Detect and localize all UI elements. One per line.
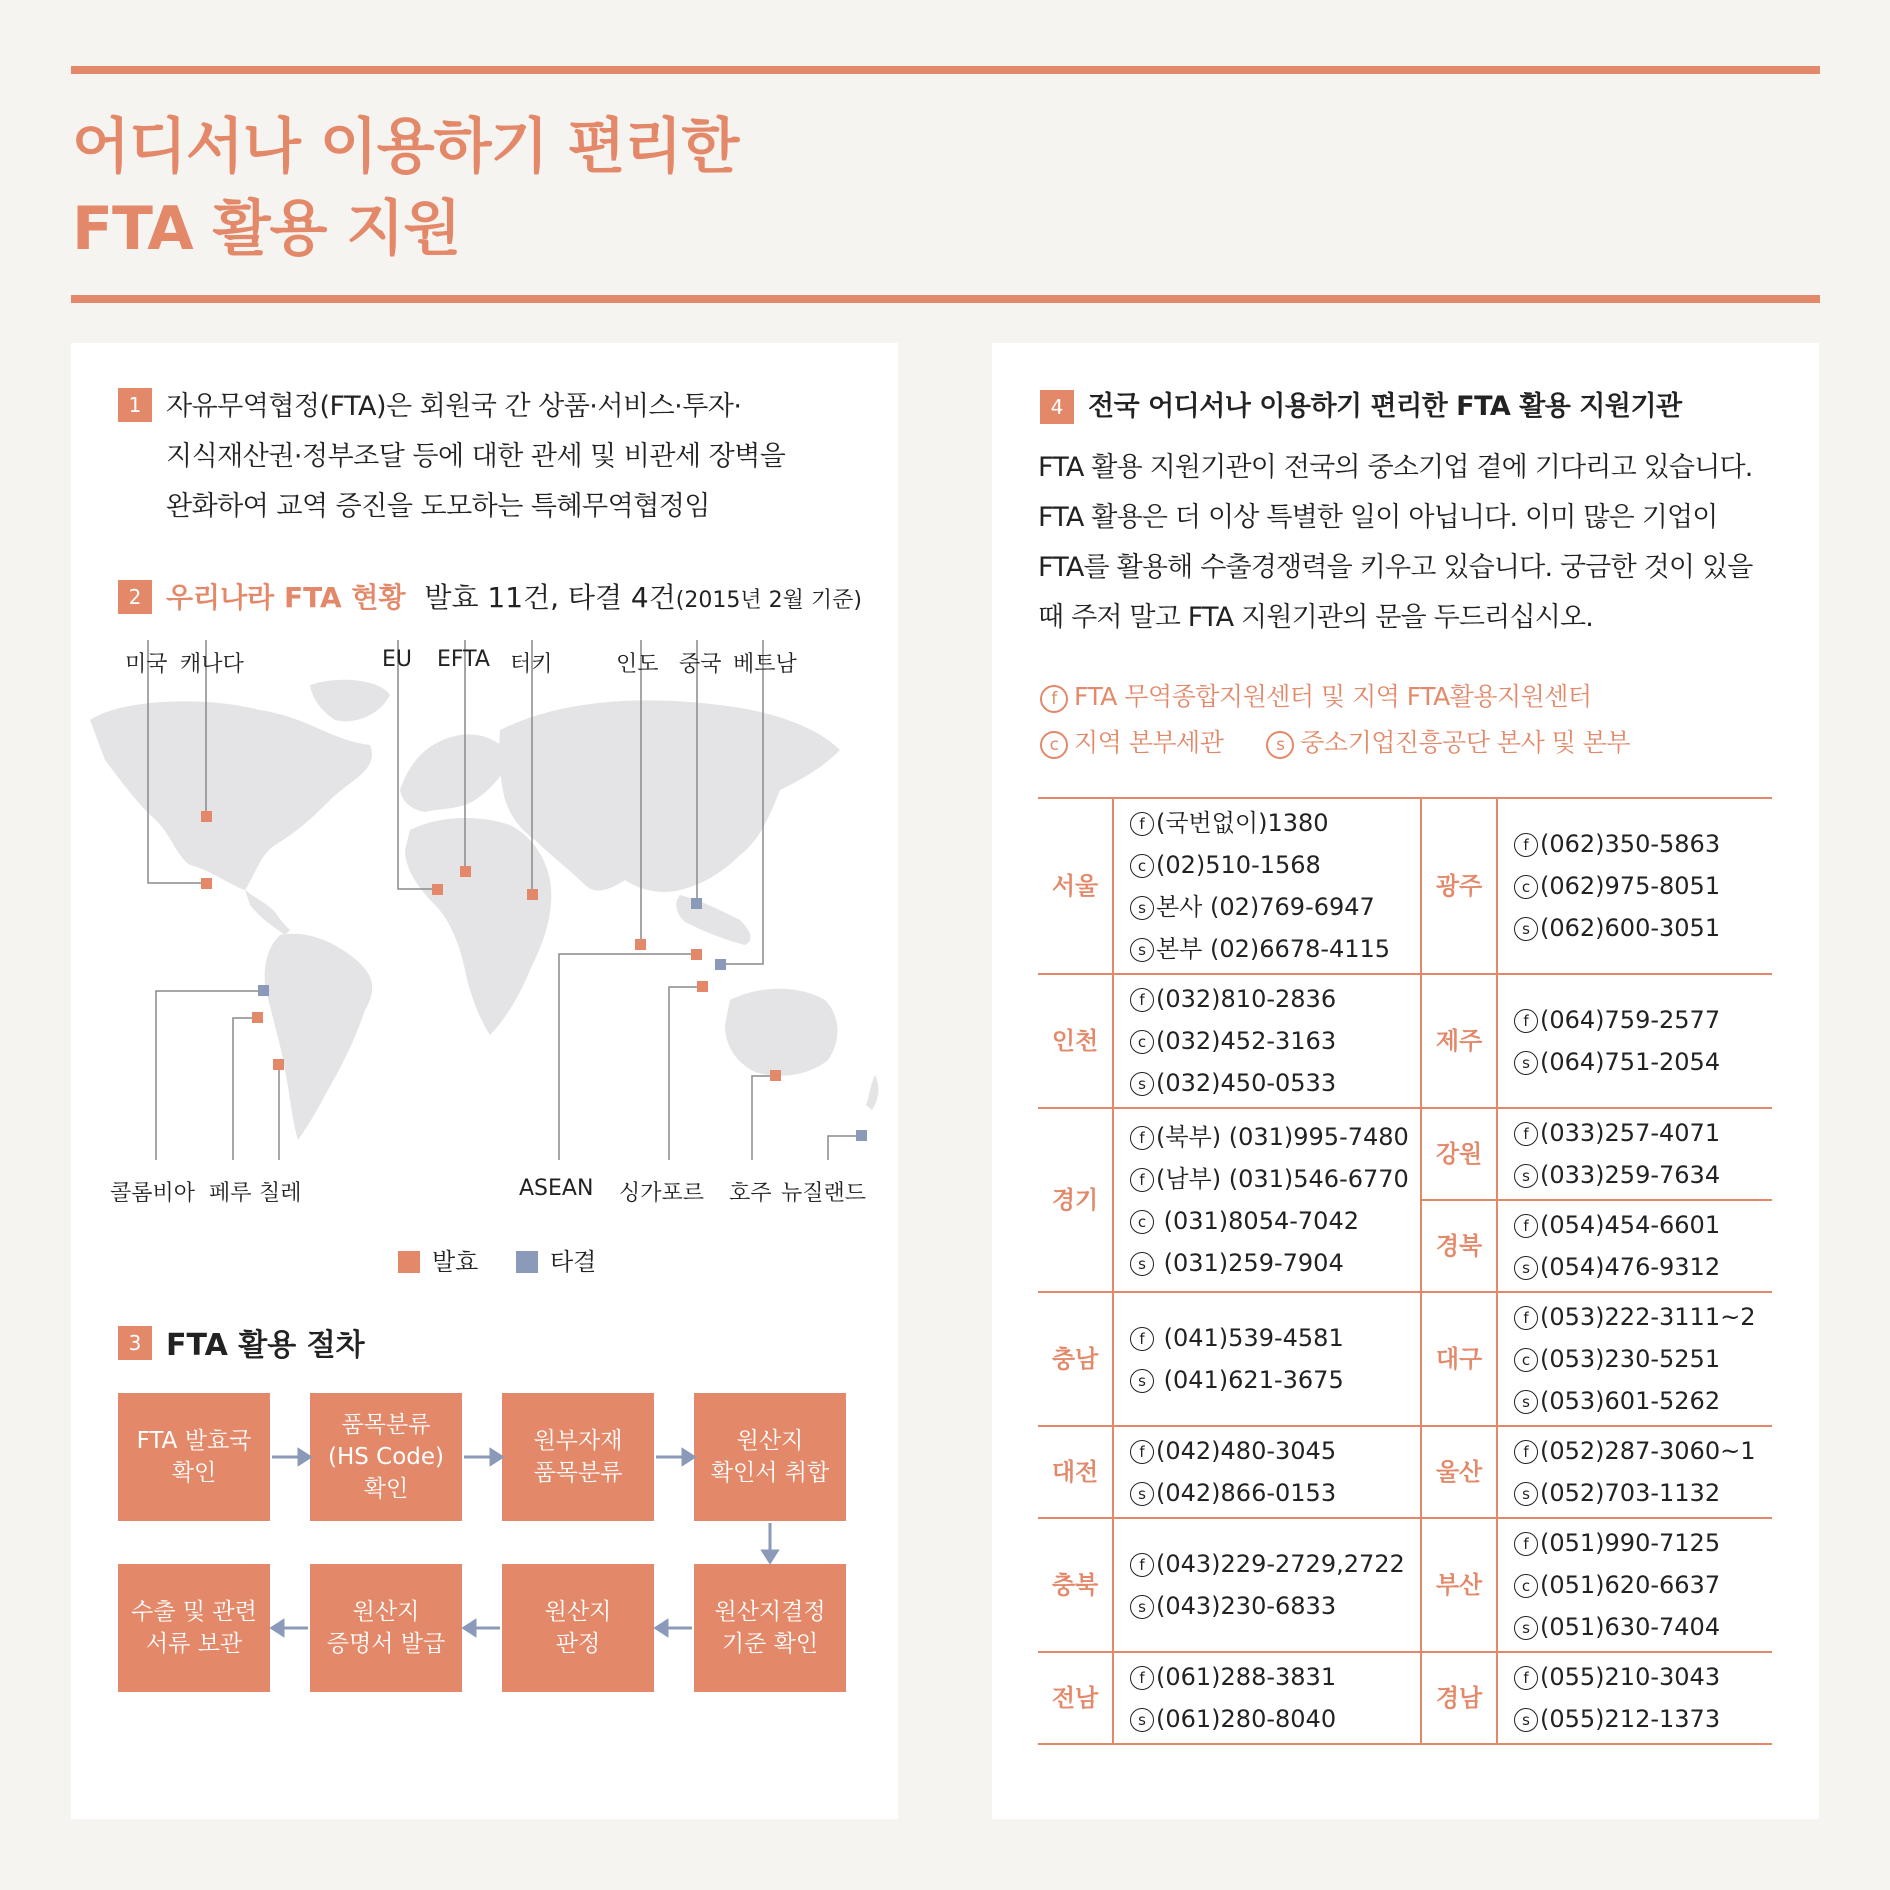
s-circle-icon: s: [1514, 1708, 1538, 1732]
contact-cell: [1113, 1426, 1421, 1518]
contact-line: [1130, 1200, 1420, 1242]
contact-line: [1514, 1430, 1772, 1472]
region-cell: 강원: [1421, 1108, 1497, 1200]
label-asean: ASEAN: [519, 1176, 594, 1201]
contact-cell: [1113, 1518, 1421, 1652]
status-note: (2015년 2월 기준): [675, 588, 862, 613]
contact-line: [1130, 1020, 1420, 1062]
label-efta: EFTA: [437, 647, 490, 672]
table-row: [1038, 1426, 1772, 1518]
definition-line: 완화하여 교역 증진을 도모하는 특혜무역협정임: [166, 491, 710, 522]
contact-cell: [1113, 1652, 1421, 1744]
region-cell: 경남: [1421, 1652, 1497, 1744]
contact-line: [1130, 978, 1420, 1020]
contact-line: [1514, 1522, 1772, 1564]
phone-number: (055)212-1373: [1540, 1705, 1721, 1733]
f-circle-icon: f: [1130, 1666, 1154, 1690]
c-circle-icon: c: [1040, 731, 1068, 759]
contact-cell: [1113, 798, 1421, 974]
section-number-2: 2: [118, 580, 152, 614]
s-circle-icon: s: [1130, 1595, 1154, 1619]
f-circle-icon: f: [1514, 1306, 1538, 1330]
f-circle-icon: f: [1130, 1168, 1154, 1192]
contact-line: [1514, 1472, 1772, 1514]
contact-line: [1514, 999, 1772, 1041]
phone-number: 본부 (02)6678-4115: [1156, 935, 1391, 963]
contact-line: [1514, 1296, 1772, 1338]
contact-line: [1514, 907, 1772, 949]
label-usa: 미국: [125, 652, 168, 677]
contact-cell: [1497, 1652, 1772, 1744]
c-circle-icon: c: [1130, 1030, 1154, 1054]
contact-line: [1514, 1338, 1772, 1380]
phone-number: (054)454-6601: [1540, 1211, 1721, 1239]
label-canada: 캐나다: [180, 652, 244, 677]
legend-f-text: FTA 무역종합지원센터 및 지역 FTA활용지원센터: [1074, 682, 1592, 711]
region-cell: 충남: [1038, 1292, 1113, 1426]
contact-line: [1130, 844, 1420, 886]
table-row: [1038, 974, 1772, 1108]
step-7: 원산지 증명서 발급: [310, 1564, 462, 1692]
table-row: [1038, 1652, 1772, 1744]
phone-number: (041)539-4581: [1156, 1324, 1344, 1352]
s-circle-icon: s: [1130, 1072, 1154, 1096]
c-circle-icon: c: [1514, 1348, 1538, 1372]
f-circle-icon: f: [1514, 1122, 1538, 1146]
phone-number: (051)630-7404: [1540, 1613, 1721, 1641]
region-cell: 대구: [1421, 1292, 1497, 1426]
f-circle-icon: f: [1040, 685, 1068, 713]
contact-line: [1514, 1154, 1772, 1196]
f-circle-icon: f: [1514, 1532, 1538, 1556]
contact-cell: [1497, 1426, 1772, 1518]
phone-number: (032)452-3163: [1156, 1027, 1337, 1055]
phone-number: (053)601-5262: [1540, 1387, 1721, 1415]
phone-number: (041)621-3675: [1156, 1366, 1344, 1394]
contact-line: [1130, 928, 1420, 970]
label-peru: 페루: [209, 1181, 252, 1206]
contact-cell: [1497, 1200, 1772, 1292]
region-cell: 울산: [1421, 1426, 1497, 1518]
contact-line: [1514, 1564, 1772, 1606]
label-turkey: 터키: [510, 652, 553, 677]
region-cell: 경북: [1421, 1200, 1497, 1292]
title-line-2: FTA 활용 지원: [72, 194, 461, 264]
contact-cell: [1497, 974, 1772, 1108]
step-6: 원산지 판정: [502, 1564, 654, 1692]
label-eu: EU: [382, 647, 413, 672]
c-circle-icon: c: [1130, 1210, 1154, 1234]
contact-line: [1130, 1543, 1420, 1585]
phone-number: (032)450-0533: [1156, 1069, 1337, 1097]
phone-number: (033)257-4071: [1540, 1119, 1721, 1147]
office-legend-c-s: [1040, 723, 1630, 759]
table-row: [1038, 798, 1772, 974]
step-5: 원산지결정 기준 확인: [694, 1564, 846, 1692]
contact-cell: [1113, 1108, 1421, 1292]
phone-number: (054)476-9312: [1540, 1253, 1721, 1281]
s-circle-icon: s: [1130, 896, 1154, 920]
phone-number: (064)751-2054: [1540, 1048, 1721, 1076]
section-number-3: 3: [118, 1326, 152, 1360]
f-circle-icon: f: [1514, 1214, 1538, 1238]
definition-line: 자유무역협정(FTA)은 회원국 간 상품·서비스·투자·: [166, 391, 742, 422]
contact-line: [1514, 1380, 1772, 1422]
label-china: 중국: [679, 652, 722, 677]
intro-line: FTA를 활용해 수출경쟁력을 키우고 있습니다. 궁금한 것이 있을: [1038, 552, 1753, 583]
f-circle-icon: f: [1130, 812, 1154, 836]
legend-s-text: 중소기업진흥공단 본사 및 본부: [1300, 728, 1631, 757]
s-circle-icon: s: [1130, 1482, 1154, 1506]
table-row: [1038, 1292, 1772, 1426]
contact-line: [1130, 1242, 1420, 1284]
f-circle-icon: f: [1130, 988, 1154, 1012]
s-circle-icon: s: [1514, 1616, 1538, 1640]
region-cell: 인천: [1038, 974, 1113, 1108]
label-india: 인도: [616, 652, 659, 677]
legend-c-text: 지역 본부세관: [1074, 728, 1224, 757]
s-circle-icon: s: [1130, 1369, 1154, 1393]
contact-line: [1130, 802, 1420, 844]
phone-number: 본사 (02)769-6947: [1156, 893, 1375, 921]
table-row: [1038, 1108, 1772, 1200]
step-8: 수출 및 관련 서류 보관: [118, 1564, 270, 1692]
phone-number: (053)222-3111~2: [1540, 1303, 1756, 1331]
s-circle-icon: s: [1514, 1482, 1538, 1506]
section-support-offices: [1040, 390, 1682, 424]
label-colombia: 콜롬비아: [110, 1181, 196, 1206]
intro-line: FTA 활용 지원기관이 전국의 중소기업 곁에 기다리고 있습니다.: [1038, 452, 1753, 483]
f-circle-icon: f: [1514, 1666, 1538, 1690]
contact-line: [1514, 1112, 1772, 1154]
f-circle-icon: f: [1130, 1440, 1154, 1464]
contact-cell: [1497, 1108, 1772, 1200]
label-australia: 호주: [729, 1181, 772, 1206]
contact-cell: [1497, 798, 1772, 974]
c-circle-icon: c: [1514, 1574, 1538, 1598]
section-number-1: 1: [118, 388, 152, 422]
flow-arrows: [0, 0, 900, 1700]
contact-line: [1130, 1317, 1420, 1359]
contact-cell: [1113, 1292, 1421, 1426]
region-cell: 대전: [1038, 1426, 1113, 1518]
region-cell: 제주: [1421, 974, 1497, 1108]
contact-line: [1130, 1472, 1420, 1514]
s-circle-icon: s: [1514, 1390, 1538, 1414]
step-4: 원산지 확인서 취합: [694, 1393, 846, 1521]
contact-line: [1130, 1585, 1420, 1627]
step-3: 원부자재 품목분류: [502, 1393, 654, 1521]
contact-line: [1514, 865, 1772, 907]
contact-cell: [1497, 1292, 1772, 1426]
label-singapore: 싱가포르: [619, 1181, 705, 1206]
contact-cell: [1113, 974, 1421, 1108]
support-heading: 전국 어디서나 이용하기 편리한 FTA 활용 지원기관: [1088, 391, 1682, 422]
label-vietnam: 베트남: [733, 652, 797, 677]
f-circle-icon: f: [1514, 833, 1538, 857]
phone-number: (042)866-0153: [1156, 1479, 1337, 1507]
phone-number: (064)759-2577: [1540, 1006, 1721, 1034]
phone-number: (032)810-2836: [1156, 985, 1337, 1013]
c-circle-icon: c: [1514, 875, 1538, 899]
phone-number: (062)350-5863: [1540, 830, 1721, 858]
contact-line: [1130, 1062, 1420, 1104]
f-circle-icon: f: [1514, 1440, 1538, 1464]
f-circle-icon: f: [1130, 1126, 1154, 1150]
label-chile: 칠레: [259, 1181, 302, 1206]
contact-line: [1130, 1359, 1420, 1401]
f-circle-icon: f: [1130, 1553, 1154, 1577]
contact-line: [1130, 1158, 1420, 1200]
table-row: [1038, 1518, 1772, 1652]
phone-number: (053)230-5251: [1540, 1345, 1721, 1373]
support-intro: [1038, 443, 1778, 643]
phone-number: (062)600-3051: [1540, 914, 1721, 942]
status-title: 우리나라 FTA 현황: [166, 581, 406, 614]
phone-number: (062)975-8051: [1540, 872, 1721, 900]
phone-number: (061)288-3831: [1156, 1663, 1337, 1691]
phone-number: (남부) (031)546-6770: [1156, 1165, 1409, 1193]
procedure-heading: FTA 활용 절차: [166, 1328, 365, 1363]
s-circle-icon: s: [1266, 731, 1294, 759]
phone-number: (033)259-7634: [1540, 1161, 1721, 1189]
phone-number: (052)287-3060~1: [1540, 1437, 1756, 1465]
phone-number: (031)259-7904: [1156, 1249, 1344, 1277]
phone-number: (북부) (031)995-7480: [1156, 1123, 1409, 1151]
s-circle-icon: s: [1130, 1252, 1154, 1276]
region-cell: 부산: [1421, 1518, 1497, 1652]
definition-line: 지식재산권·정부조달 등에 대한 관세 및 비관세 장벽을: [166, 441, 786, 472]
phone-number: (051)620-6637: [1540, 1571, 1721, 1599]
contact-line: [1130, 1116, 1420, 1158]
intro-line: 때 주저 말고 FTA 지원기관의 문을 두드리십시오.: [1038, 602, 1594, 633]
phone-number: (043)230-6833: [1156, 1592, 1337, 1620]
region-cell: 서울: [1038, 798, 1113, 974]
phone-number: (061)280-8040: [1156, 1705, 1337, 1733]
c-circle-icon: c: [1130, 854, 1154, 878]
region-cell: 충북: [1038, 1518, 1113, 1652]
region-cell: 광주: [1421, 798, 1497, 974]
phone-number: (042)480-3045: [1156, 1437, 1337, 1465]
contact-line: [1514, 1204, 1772, 1246]
s-circle-icon: s: [1514, 1256, 1538, 1280]
title-line-1: 어디서나 이용하기 편리한: [72, 112, 739, 182]
region-cell: 경기: [1038, 1108, 1113, 1292]
contact-line: [1514, 1041, 1772, 1083]
s-circle-icon: s: [1514, 1164, 1538, 1188]
phone-number: (02)510-1568: [1156, 851, 1321, 879]
contact-line: [1130, 886, 1420, 928]
f-circle-icon: f: [1514, 1009, 1538, 1033]
phone-number: (055)210-3043: [1540, 1663, 1721, 1691]
section-number-4: 4: [1040, 390, 1074, 424]
s-circle-icon: s: [1130, 938, 1154, 962]
phone-number: (국번없이)1380: [1156, 809, 1329, 837]
phone-number: (031)8054-7042: [1156, 1207, 1359, 1235]
s-circle-icon: s: [1514, 1051, 1538, 1075]
step-1: FTA 발효국 확인: [118, 1393, 270, 1521]
intro-line: FTA 활용은 더 이상 특별한 일이 아닙니다. 이미 많은 기업이: [1038, 502, 1718, 533]
office-table: [1038, 797, 1772, 1745]
contact-cell: [1497, 1518, 1772, 1652]
contact-line: [1130, 1698, 1420, 1740]
contact-line: [1130, 1656, 1420, 1698]
contact-line: [1514, 1606, 1772, 1648]
s-circle-icon: s: [1514, 917, 1538, 941]
contact-line: [1514, 1246, 1772, 1288]
effective-label: 발효: [432, 1248, 479, 1276]
contact-line: [1514, 1698, 1772, 1740]
contact-line: [1130, 1430, 1420, 1472]
phone-number: (051)990-7125: [1540, 1529, 1721, 1557]
region-cell: 전남: [1038, 1652, 1113, 1744]
concluded-label: 타결: [550, 1248, 597, 1276]
status-summary: 발효 11건, 타결 4건: [424, 581, 676, 614]
contact-line: [1514, 1656, 1772, 1698]
office-legend-f: [1040, 677, 1592, 713]
label-new-zealand: 뉴질랜드: [781, 1181, 867, 1206]
phone-number: (052)703-1132: [1540, 1479, 1721, 1507]
s-circle-icon: s: [1130, 1708, 1154, 1732]
phone-number: (043)229-2729,2722: [1156, 1550, 1405, 1578]
f-circle-icon: f: [1130, 1327, 1154, 1351]
step-2: 품목분류 (HS Code) 확인: [310, 1393, 462, 1521]
contact-line: [1514, 823, 1772, 865]
